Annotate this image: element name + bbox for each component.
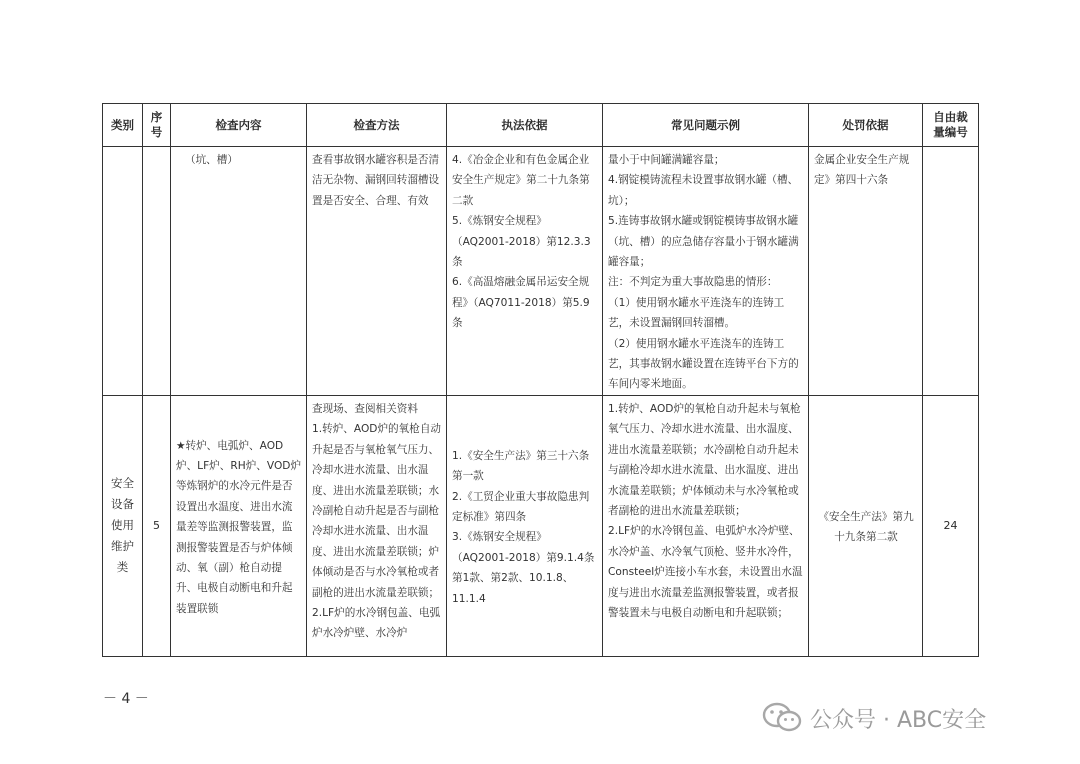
header-row	[103, 104, 979, 147]
header-content: 检查内容	[171, 104, 307, 147]
watermark-text: 公众号 · ABC安全	[810, 707, 987, 733]
row1-category	[103, 147, 143, 396]
row2-basis: 1.《安全生产法》第三十六条第一款 2.《工贸企业重大事故隐患判定标准》第四条 3.《炼钢安全规程》（AQ2001-2018）第9.1.4条第1款、第2款、10.1.8、11.1.4	[447, 395, 603, 656]
inspection-table	[102, 103, 979, 657]
header-category: 类别	[103, 104, 143, 147]
row1-penalty: 金属企业安全生产规定》第四十六条	[809, 147, 923, 396]
row2-number: 5	[143, 395, 171, 656]
header-method: 检查方法	[307, 104, 447, 147]
row2-penalty: 《安全生产法》第九十九条第二款	[809, 395, 923, 656]
watermark	[762, 702, 986, 734]
header-penalty: 处罚依据	[809, 104, 923, 147]
header-examples: 常见问题示例	[603, 104, 809, 147]
table-row	[103, 395, 979, 656]
row1-method: 查看事故钢水罐容积是否清洁无杂物、漏钢回转溜槽设置是否安全、合理、有效	[307, 147, 447, 396]
row1-number	[143, 147, 171, 396]
header-number: 序号	[143, 104, 171, 147]
row2-content: ★转炉、电弧炉、AOD炉、LF炉、RH炉、VOD炉等炼钢炉的水冷元件是否设置出水温度、进出水流量差等监测报警装置，监测报警装置是否与炉体倾动、氧（副）枪自动提升、电极自动断电和升起装置联锁	[171, 395, 307, 656]
row2-code: 24	[923, 395, 979, 656]
row2-method: 查现场、查阅相关资料 1.转炉、AOD炉的氧枪自动升起是否与氧枪氧气压力、冷却水进水流量、出水温度、进出水流量差联锁；水冷副枪自动升起是否与副枪冷却水进水流量、出水温度、进出水流量差联锁；炉体倾动是否与水冷氧枪或者副枪的进出水流量差联锁； 2.LF炉的水冷钢包盖、电弧炉水冷炉壁、水冷炉	[307, 395, 447, 656]
row1-content: （坑、槽）	[171, 147, 307, 396]
table-row	[103, 147, 979, 396]
row1-basis: 4.《冶金企业和有色金属企业安全生产规定》第二十九条第二款 5.《炼钢安全规程》（AQ2001-2018）第12.3.3条 6.《高温熔融金属吊运安全规程》（AQ7011-2018）第5.9条	[447, 147, 603, 396]
wechat-icon	[762, 702, 802, 734]
row1-code	[923, 147, 979, 396]
row2-category: 安全 设备 使用 维护 类	[103, 395, 143, 656]
header-code: 自由裁量编号	[923, 104, 979, 147]
row1-examples: 量小于中间罐满罐容量； 4.钢锭模铸流程未设置事故钢水罐（槽、坑）； 5.连铸事故钢水罐或钢锭模铸事故钢水罐（坑、槽）的应急储存容量小于钢水罐满罐容量； 注：不判定为重大事故隐患的情形： （1）使用钢水罐水平连浇车的连铸工艺，未设置漏钢回转溜槽。 （2）使用钢水罐水平连浇车的连铸工艺，其事故钢水罐设置在连铸平台下方的车间内零米地面。	[603, 147, 809, 396]
row2-examples: 1.转炉、AOD炉的氧枪自动升起未与氧枪氧气压力、冷却水进水流量、出水温度、进出水流量差联锁；水冷副枪自动升起未与副枪冷却水进水流量、出水温度、进出水流量差联锁；炉体倾动未与水冷氧枪或者副枪的进出水流量差联锁； 2.LF炉的水冷钢包盖、电弧炉水冷炉壁、水冷炉盖、水冷氧气顶枪、竖井水冷件，Consteel炉连接小车水套，未设置出水温度与进出水流量差监测报警装置，或者报警装置未与电极自动断电和升起联锁；	[603, 395, 809, 656]
page-number: － 4 －	[103, 691, 149, 707]
header-basis: 执法依据	[447, 104, 603, 147]
